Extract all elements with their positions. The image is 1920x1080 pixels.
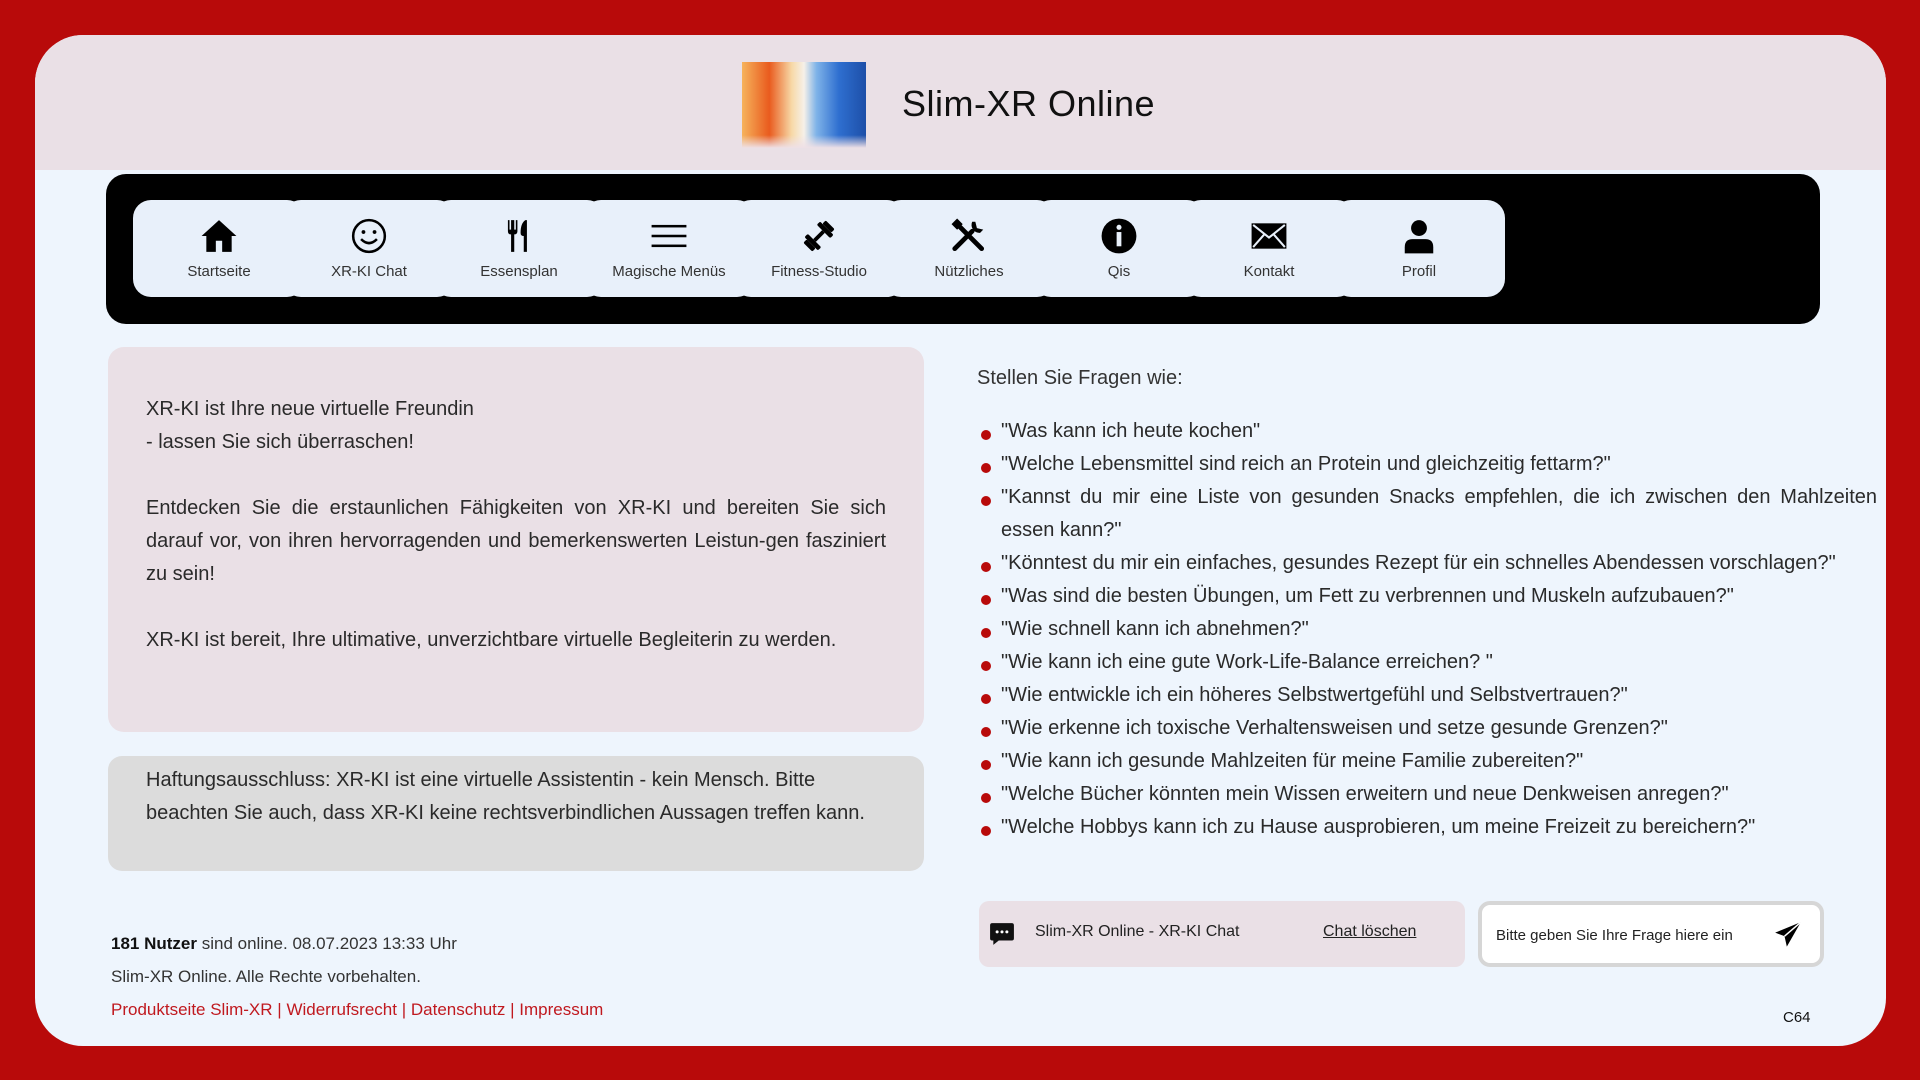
question-item[interactable]: "Welche Bücher könnten mein Wissen erweitern und neue Denkweisen anregen?" bbox=[977, 778, 1877, 811]
footer-links bbox=[111, 993, 603, 1026]
question-input[interactable] bbox=[1478, 901, 1824, 967]
online-status bbox=[111, 927, 603, 960]
nav-label: Essensplan bbox=[480, 263, 558, 280]
chat-bubble-icon bbox=[989, 921, 1015, 947]
link-separator: | bbox=[277, 1000, 282, 1019]
nav-label: Fitness-Studio bbox=[771, 263, 867, 280]
intro-line-1: XR-KI ist Ihre neue virtuelle Freundin bbox=[146, 398, 474, 420]
question-item[interactable]: "Kannst du mir eine Liste von gesunden Snacks empfehlen, die ich zwischen den Mahlzeiten essen kann?" bbox=[977, 481, 1877, 547]
question-item[interactable]: "Wie entwickle ich ein höheres Selbstwertgefühl und Selbstvertrauen?" bbox=[977, 679, 1877, 712]
question-item[interactable]: "Was kann ich heute kochen" bbox=[977, 415, 1877, 448]
nav-label: Magische Menüs bbox=[612, 263, 726, 280]
nav-profil[interactable] bbox=[1333, 200, 1505, 297]
nav-kontakt[interactable] bbox=[1183, 200, 1355, 297]
send-icon[interactable] bbox=[1774, 921, 1802, 949]
clear-chat-link[interactable]: Chat löschen bbox=[1323, 923, 1417, 940]
version-code: C64 bbox=[1783, 1009, 1811, 1026]
question-item[interactable]: "Könntest du mir ein einfaches, gesundes Rezept für ein schnelles Abendessen vorschlagen?" bbox=[977, 547, 1877, 580]
dumbbell-icon bbox=[800, 217, 838, 255]
envelope-icon bbox=[1250, 217, 1288, 255]
intro-paragraph-3: XR-KI ist bereit, Ihre ultimative, unverzichtbare virtuelle Begleiterin zu werden. bbox=[146, 629, 837, 651]
question-item[interactable]: "Welche Lebensmittel sind reich an Protein und gleichzeitig fettarm?" bbox=[977, 448, 1877, 481]
chat-bar bbox=[979, 901, 1465, 967]
question-item[interactable]: "Welche Hobbys kann ich zu Hause ausprobieren, um meine Freizeit zu bereichern?" bbox=[977, 811, 1877, 844]
question-input-placeholder: Bitte geben Sie Ihre Frage hiere ein bbox=[1496, 927, 1733, 944]
nav-fitness-studio[interactable] bbox=[733, 200, 905, 297]
nav-label: Kontakt bbox=[1243, 263, 1295, 280]
nav-qis[interactable] bbox=[1033, 200, 1205, 297]
link-widerrufsrecht[interactable]: Widerrufsrecht bbox=[286, 1000, 397, 1019]
intro-heading bbox=[146, 393, 886, 459]
disclaimer-panel: Haftungsausschluss: XR-KI ist eine virtuelle Assistentin - kein Mensch. Bitte beachten Sie auch, dass XR-KI keine rechtsverbindlichen Aussagen treffen kann. bbox=[108, 756, 924, 871]
nav-essensplan[interactable] bbox=[433, 200, 605, 297]
nav-label: Nützliches bbox=[934, 263, 1004, 280]
footer bbox=[111, 927, 603, 1026]
question-item[interactable]: "Wie erkenne ich toxische Verhaltensweisen und setze gesunde Grenzen?" bbox=[977, 712, 1877, 745]
intro-panel bbox=[108, 347, 924, 732]
user-count: 181 Nutzer bbox=[111, 934, 197, 953]
link-separator: | bbox=[510, 1000, 515, 1019]
info-icon bbox=[1100, 217, 1138, 255]
link-datenschutz[interactable]: Datenschutz bbox=[410, 1000, 506, 1019]
nav-label: XR-KI Chat bbox=[331, 263, 407, 280]
cutlery-icon bbox=[500, 217, 538, 255]
question-item[interactable]: "Wie kann ich gesunde Mahlzeiten für meine Familie zubereiten?" bbox=[977, 745, 1877, 778]
question-item[interactable]: "Wie kann ich eine gute Work-Life-Balance erreichen? " bbox=[977, 646, 1877, 679]
tools-icon bbox=[950, 217, 988, 255]
home-icon bbox=[200, 217, 238, 255]
main-nav bbox=[106, 174, 1820, 324]
nav-startseite[interactable] bbox=[133, 200, 305, 297]
main-card bbox=[35, 35, 1886, 1046]
nav-nuetzliches[interactable] bbox=[883, 200, 1055, 297]
user-icon bbox=[1400, 217, 1438, 255]
link-produktseite[interactable]: Produktseite Slim-XR bbox=[111, 1000, 273, 1019]
nav-magische-menues[interactable] bbox=[583, 200, 755, 297]
menu-icon bbox=[650, 217, 688, 255]
questions-intro: Stellen Sie Fragen wie: bbox=[977, 367, 1183, 389]
site-title: Slim-XR Online bbox=[902, 83, 1156, 124]
copyright: Slim-XR Online. Alle Rechte vorbehalten. bbox=[111, 967, 421, 986]
example-questions bbox=[977, 415, 1877, 844]
question-item[interactable]: "Was sind die besten Übungen, um Fett zu verbrennen und Muskeln aufzubauen?" bbox=[977, 580, 1877, 613]
nav-label: Qis bbox=[1107, 263, 1131, 280]
nav-label: Startseite bbox=[187, 263, 251, 280]
intro-line-2: - lassen Sie sich überraschen! bbox=[146, 431, 414, 453]
smiley-icon bbox=[350, 217, 388, 255]
online-text: sind online. 08.07.2023 13:33 Uhr bbox=[201, 934, 457, 953]
header bbox=[35, 35, 1886, 170]
logo[interactable] bbox=[742, 62, 866, 148]
question-item[interactable]: "Wie schnell kann ich abnehmen?" bbox=[977, 613, 1877, 646]
nav-label: Profil bbox=[1401, 263, 1437, 280]
chat-title: Slim-XR Online - XR-KI Chat bbox=[1035, 923, 1240, 940]
link-separator: | bbox=[401, 1000, 407, 1019]
intro-paragraph-2: Entdecken Sie die erstaunlichen Fähigkeiten von XR-KI und bereiten Sie sich darauf vor, von ihren hervorragenden und bemerkenswerten Leistun-gen fasziniert zu sein! bbox=[146, 497, 886, 585]
link-impressum[interactable]: Impressum bbox=[519, 1000, 604, 1019]
nav-xr-ki-chat[interactable] bbox=[283, 200, 455, 297]
